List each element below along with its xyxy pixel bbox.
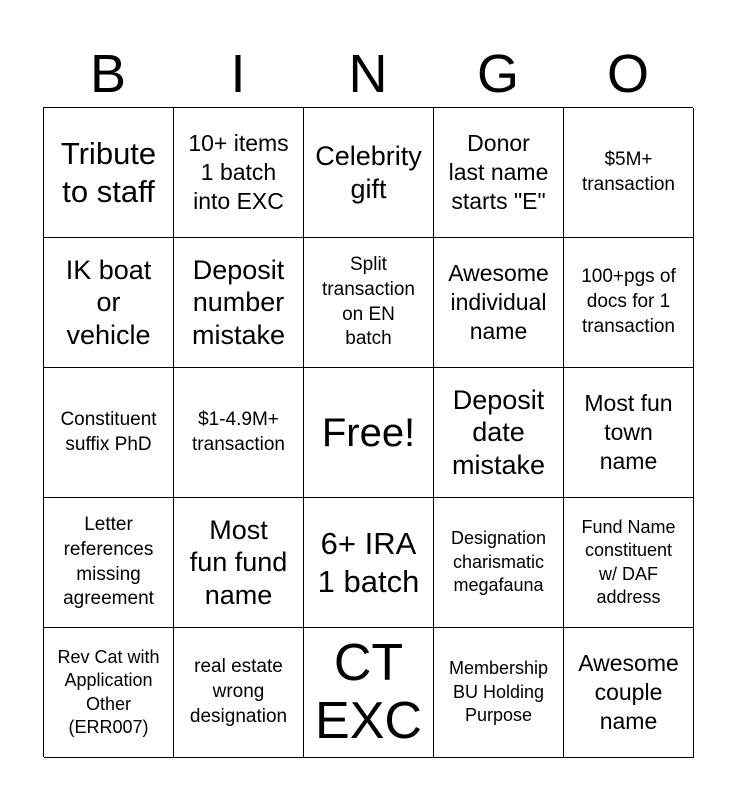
header-letter-g: G [476,44,519,104]
bingo-cell-r5c4: Membership BU Holding Purpose [434,628,564,758]
bingo-cell-r5c2: real estate wrong designation [174,628,304,758]
bingo-cell-r1c5: $5M+ transaction [564,108,694,238]
bingo-cell-free: Free! [304,368,434,498]
bingo-board [43,107,693,757]
bingo-cell-r2c5: 100+pgs of docs for 1 transaction [564,238,694,368]
bingo-cell-r1c3: Celebrity gift [304,108,434,238]
bingo-cell-r4c1: Letter references missing agreement [44,498,174,628]
header-letter-n: N [348,44,388,104]
bingo-cell-r1c4: Donor last name starts "E" [434,108,564,238]
bingo-cell-r3c5: Most fun town name [564,368,694,498]
bingo-cell-r4c2: Most fun fund name [174,498,304,628]
bingo-cell-r5c3: CT EXC [304,628,434,758]
bingo-cell-r2c4: Awesome individual name [434,238,564,368]
bingo-cell-r4c3: 6+ IRA 1 batch [304,498,434,628]
bingo-cell-r1c1: Tribute to staff [44,108,174,238]
bingo-cell-r3c2: $1-4.9M+ transaction [174,368,304,498]
bingo-header [43,40,693,108]
bingo-cell-r4c4: Designation charismatic megafauna [434,498,564,628]
bingo-cell-r3c4: Deposit date mistake [434,368,564,498]
bingo-cell-r5c5: Awesome couple name [564,628,694,758]
header-letter-o: O [606,44,649,104]
bingo-cell-r2c3: Split transaction on EN batch [304,238,434,368]
bingo-cell-r5c1: Rev Cat with Application Other (ERR007) [44,628,174,758]
bingo-cell-r2c1: IK boat or vehicle [44,238,174,368]
header-letter-b: B [89,44,127,104]
bingo-cell-r4c5: Fund Name constituent w/ DAF address [564,498,694,628]
header-letter-i: I [230,44,246,104]
bingo-cell-r2c2: Deposit number mistake [174,238,304,368]
bingo-cell-r3c1: Constituent suffix PhD [44,368,174,498]
bingo-cell-r1c2: 10+ items 1 batch into EXC [174,108,304,238]
